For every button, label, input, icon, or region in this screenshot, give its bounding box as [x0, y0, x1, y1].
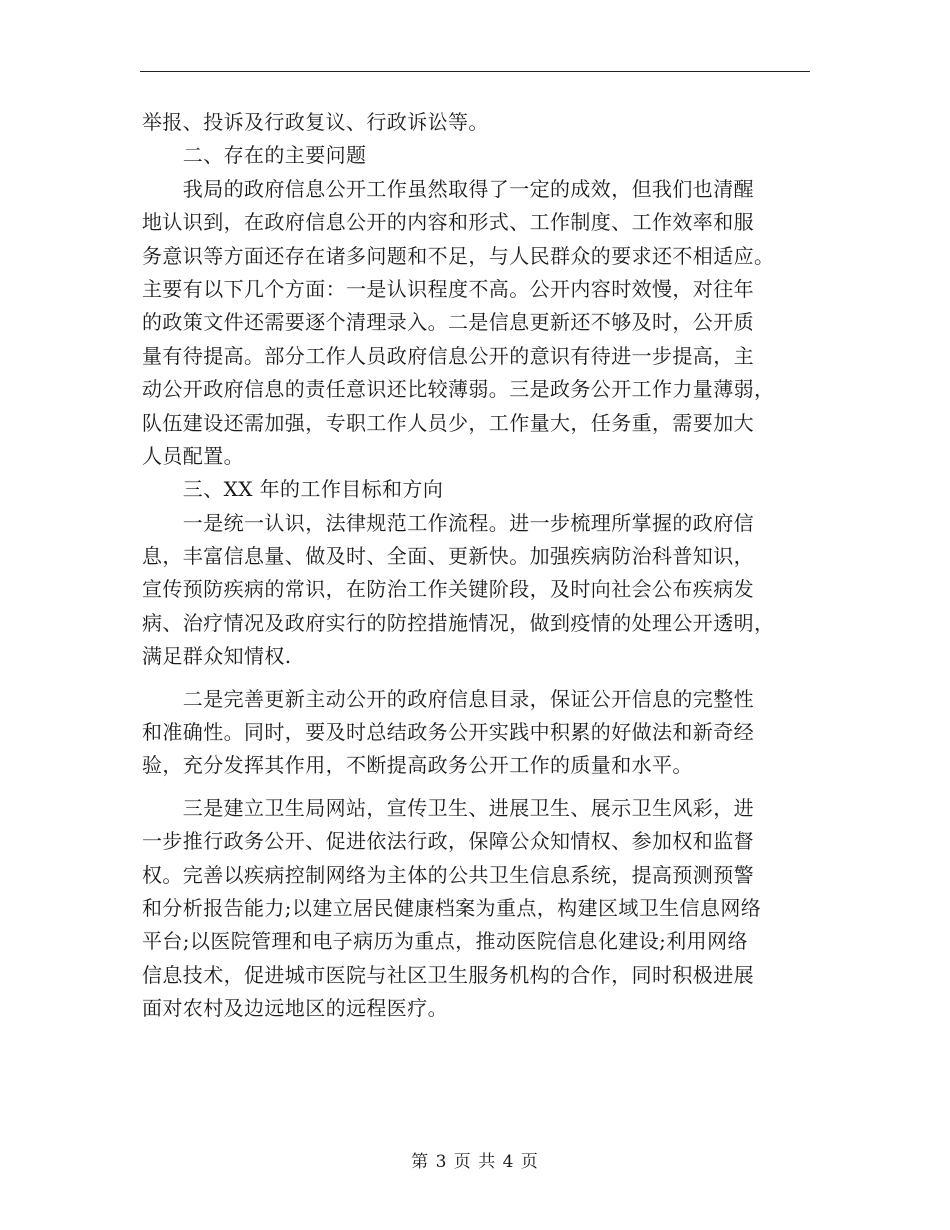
- paragraph-gap: [142, 783, 812, 792]
- text-line: 二是完善更新主动公开的政府信息目录，保证公开信息的完整性: [142, 686, 754, 711]
- text-line: 验，充分发挥其作用，不断提高政务公开工作的质量和水平。: [142, 753, 693, 778]
- text-line: 三是建立卫生局网站，宣传卫生、进展卫生、展示卫生风彩，进: [142, 795, 754, 820]
- text-line: 宣传预防疾病的常识，在防治工作关键阶段，及时向社会公布疾病发: [142, 577, 754, 602]
- section-heading: 三、XX 年的工作目标和方向: [142, 477, 444, 502]
- paragraph-gap: [142, 674, 812, 683]
- text-line: 量有待提高。部分工作人员政府信息公开的意识有待进一步提高，主: [142, 343, 754, 368]
- text-line: 病、治疗情况及政府实行的防控措施情况，做到疫情的处理公开透明，: [142, 610, 775, 635]
- text-line: 动公开政府信息的责任意识还比较薄弱。三是政务公开工作力量薄弱，: [142, 377, 775, 402]
- text-line: 一步推行政务公开、促进依法行政，保障公众知情权、参加权和监督: [142, 829, 754, 854]
- text-line: 地认识到，在政府信息公开的内容和形式、工作制度、工作效率和服: [142, 210, 754, 235]
- text-line: 满足群众知情权.: [142, 644, 292, 669]
- text-line: 平台;以医院管理和电子病历为重点，推动医院信息化建设;利用网络: [142, 929, 748, 954]
- text-line: 举报、投诉及行政复议、行政诉讼等。: [142, 110, 489, 134]
- header-rule: [140, 71, 810, 72]
- text-line: 主要有以下几个方面：一是认识程度不高。公开内容时效慢，对往年: [142, 276, 754, 301]
- text-line: 我局的政府信息公开工作虽然取得了一定的成效，但我们也清醒: [142, 176, 754, 201]
- text-line: 权。完善以疾病控制网络为主体的公共卫生信息系统，提高预测预警: [142, 862, 754, 887]
- text-line: 一是统一认识，法律规范工作流程。进一步梳理所掌握的政府信: [142, 510, 754, 535]
- text-line: 和准确性。同时，要及时总结政务公开实践中积累的好做法和新奇经: [142, 720, 754, 745]
- text-line: 息，丰富信息量、做及时、全面、更新快。加强疾病防治科普知识，: [142, 544, 754, 569]
- text-line: 务意识等方面还存在诸多问题和不足，与人民群众的要求还不相适应。: [142, 243, 775, 268]
- text-line: 和分析报告能力;以建立居民健康档案为重点，构建区域卫生信息网络: [142, 895, 762, 920]
- section-heading: 二、存在的主要问题: [142, 143, 367, 168]
- text-line: 人员配置。: [142, 443, 244, 468]
- page-number-footer: 第 3 页 共 4 页: [411, 1152, 539, 1172]
- document-body: [142, 106, 812, 1026]
- text-line: 的政策文件还需要逐个清理录入。二是信息更新还不够及时，公开质: [142, 310, 754, 335]
- text-line: 信息技术，促进城市医院与社区卫生服务机构的合作，同时积极进展: [142, 962, 754, 987]
- text-line: 面对农村及边远地区的远程医疗。: [142, 996, 448, 1021]
- text-line: 队伍建设还需加强，专职工作人员少，工作量大，任务重，需要加大: [142, 410, 754, 435]
